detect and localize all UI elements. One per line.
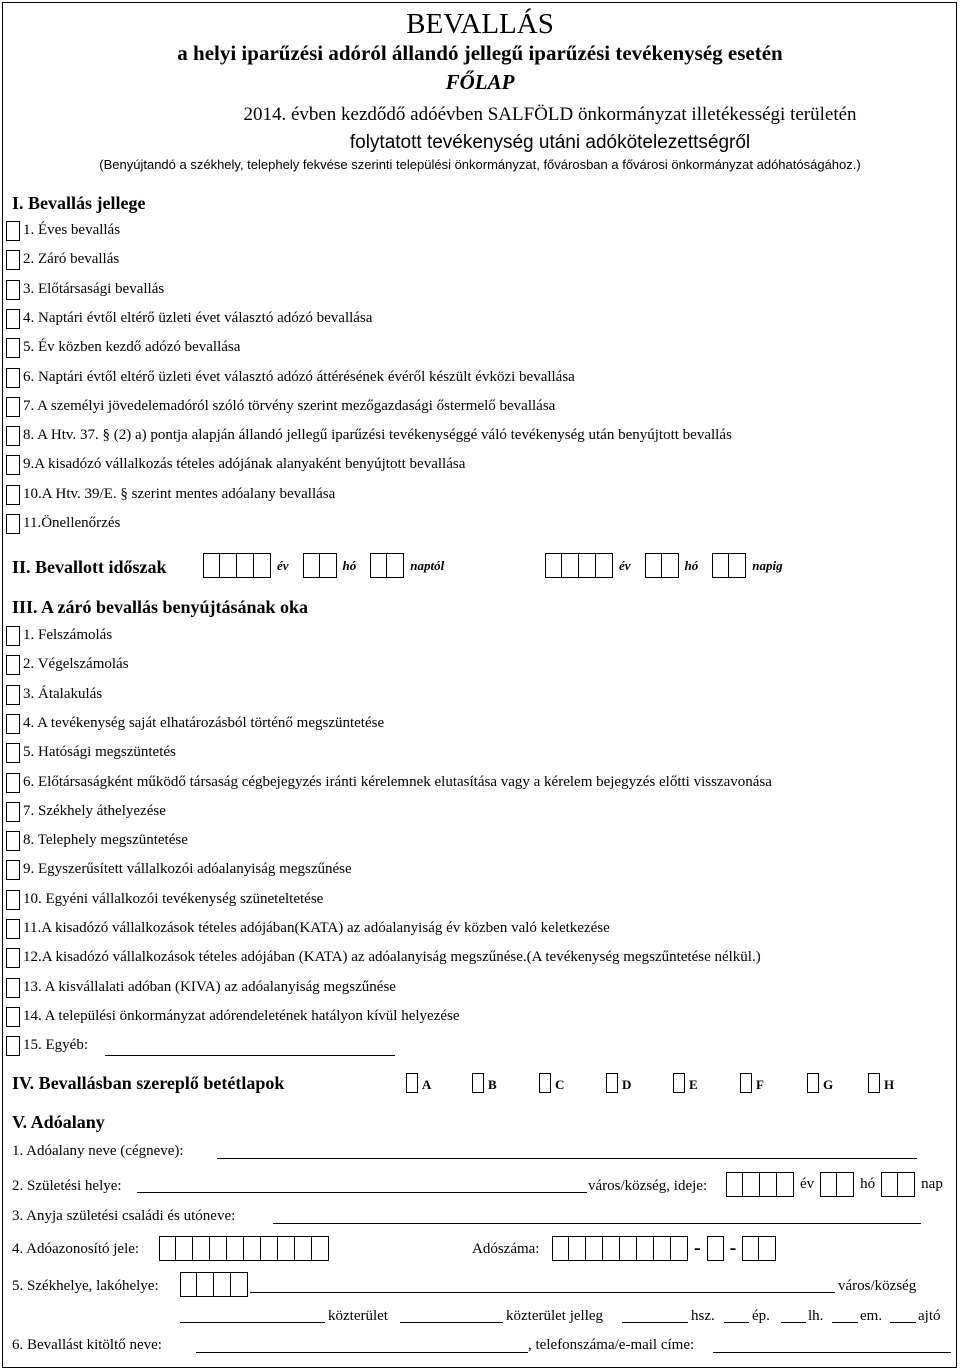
house-number-label: hsz. <box>691 1308 715 1324</box>
period-to <box>545 553 783 578</box>
staircase-field[interactable] <box>781 1308 806 1323</box>
period-from-month-label: hó <box>342 557 357 573</box>
sheet-label-0: A <box>422 1077 432 1092</box>
section-3-checkbox-14[interactable] <box>6 1007 20 1027</box>
section-3-checkbox-10[interactable] <box>6 890 20 910</box>
section-4-title: IV. Bevallásban szereplő betétlapok <box>12 1073 285 1093</box>
sheet-checkbox-2[interactable] <box>539 1073 551 1093</box>
birth-year-boxes[interactable] <box>726 1172 794 1197</box>
street-field[interactable] <box>180 1308 325 1323</box>
section-1-item-9: 9.A kisadózó vállalkozás tételes adójának alanyaként benyújtott bevallása <box>23 456 466 473</box>
taxpayer-name-field[interactable] <box>217 1144 917 1159</box>
mother-name-label: 3. Anyja születési családi és utóneve: <box>12 1208 236 1224</box>
section-3-checkbox-9[interactable] <box>6 860 20 880</box>
section-3-item-1: 1. Felszámolás <box>23 627 113 643</box>
form-title: BEVALLÁS <box>406 8 554 40</box>
period-to-day-boxes[interactable] <box>712 553 746 578</box>
section-1-item-4: 4. Naptári évtől eltérő üzleti évet választó adózó bevallása <box>23 309 373 326</box>
section-3-item-2: 2. Végelszámolás <box>23 656 129 673</box>
period-from <box>203 553 444 578</box>
sheet-checkbox-7[interactable] <box>868 1073 880 1093</box>
section-3-item-7: 7. Székhely áthelyezése <box>23 802 166 819</box>
section-3-item-8: 8. Telephely megszüntetése <box>23 832 188 849</box>
section-1-title: I. Bevallás jellege <box>12 193 146 213</box>
section-1-checkbox-8[interactable] <box>6 426 20 446</box>
period-from-year-boxes[interactable] <box>203 553 271 578</box>
period-to-year-label: év <box>619 557 631 573</box>
section-3-item-10: 10. Egyéni vállalkozói tevékenység szüneteltetése <box>23 890 324 907</box>
header-line-2: folytatott tevékenység utáni adókötelezettségről <box>349 132 751 153</box>
section-1-item-8: 8. A Htv. 37. § (2) a) pontja alapján állandó jellegű iparűzési tevékenységgé váló tevékenység után benyújtott bevallás <box>23 427 732 444</box>
section-1-checkbox-6[interactable] <box>6 368 20 388</box>
birth-month-boxes[interactable] <box>820 1172 854 1197</box>
sheet-checkbox-5[interactable] <box>740 1073 752 1093</box>
period-from-day-boxes[interactable] <box>370 553 404 578</box>
sheet-checkbox-3[interactable] <box>606 1073 618 1093</box>
tax-number-part3-boxes[interactable] <box>742 1236 776 1261</box>
postal-code-boxes[interactable] <box>180 1272 248 1297</box>
tax-number-label: Adószáma: <box>472 1241 540 1257</box>
section-1-checkbox-9[interactable] <box>6 455 20 475</box>
sheet-label-7: H <box>884 1077 895 1092</box>
sheet-checkbox-0[interactable] <box>406 1073 418 1093</box>
street-type-field[interactable] <box>400 1308 503 1323</box>
tax-number <box>552 1236 776 1261</box>
sheet-checkbox-6[interactable] <box>807 1073 819 1093</box>
section-1-item-10: 10.A Htv. 39/E. § szerint mentes adóalany bevallása <box>23 485 336 502</box>
birth-date <box>726 1172 943 1197</box>
birth-month-label: hó <box>860 1176 876 1192</box>
section-3-checkbox-13[interactable] <box>6 978 20 998</box>
section-3-checkbox-5[interactable] <box>6 743 20 763</box>
section-3-checkbox-7[interactable] <box>6 802 20 822</box>
section-3-item-4: 4. A tevékenység saját elhatározásból történő megszüntetése <box>23 714 385 731</box>
section-3-item-3: 3. Átalakulás <box>23 685 103 702</box>
section-3-item-14: 14. A települési önkormányzat adórendeletének hatályon kívül helyezése <box>23 1007 460 1024</box>
other-reason-line[interactable] <box>105 1041 395 1056</box>
period-from-year-label: év <box>277 557 289 573</box>
street-label: közterület <box>328 1308 388 1324</box>
street-type-label: közterület jelleg <box>506 1308 604 1324</box>
section-1-checkbox-7[interactable] <box>6 397 20 417</box>
section-1-checkbox-1[interactable] <box>6 221 20 241</box>
door-label: ajtó <box>918 1308 941 1324</box>
section-1-item-5: 5. Év közben kezdő adózó bevallása <box>23 339 241 356</box>
section-1-item-3: 3. Előtársasági bevallás <box>23 280 165 297</box>
section-1-item-2: 2. Záró bevallás <box>23 251 120 268</box>
birth-place-label: 2. Születési helye: <box>12 1178 122 1194</box>
section-3-item-15: 15. Egyéb: <box>23 1037 88 1054</box>
section-1-item-6: 6. Naptári évtől eltérő üzleti évet választó adózó áttérésének évéről készült évközi bevallása <box>23 368 575 385</box>
birth-day-label: nap <box>921 1176 943 1192</box>
section-1-checkbox-10[interactable] <box>6 485 20 505</box>
period-to-month-label: hó <box>684 557 699 573</box>
tax-number-dash-1: - <box>694 1237 701 1259</box>
section-3-checkbox-8[interactable] <box>6 831 20 851</box>
sheet-label-6: G <box>823 1077 834 1092</box>
section-3-item-6: 6. Előtársaságként működő társaság cégbejegyzés iránti kérelemnek elutasítása vagy a kérelem bejegyzés előtti visszavonása <box>23 773 772 790</box>
sheet-label-3: D <box>622 1077 632 1092</box>
section-3-title: III. A záró bevallás benyújtásának oka <box>12 597 309 617</box>
building-field[interactable] <box>724 1308 749 1323</box>
section-3-item-5: 5. Hatósági megszüntetés <box>23 744 176 761</box>
section-3-checkbox-11[interactable] <box>6 919 20 939</box>
sheet-label: FŐLAP <box>445 70 515 94</box>
sheet-checkbox-4[interactable] <box>673 1073 685 1093</box>
building-label: ép. <box>752 1308 770 1324</box>
section-3-checkbox-4[interactable] <box>6 714 20 734</box>
section-3-item-11: 11.A kisadózó vállalkozások tételes adójában(KATA) az adóalanyiság év közben való keletkezése <box>23 920 610 936</box>
birth-place-field[interactable] <box>137 1178 587 1193</box>
header-note: (Benyújtandó a székhely, telephely fekvése szerinti települési önkormányzat, fővárosban a fővárosi önkormányzat adóhatóságához.) <box>99 157 861 172</box>
sheet-label-2: C <box>555 1077 565 1092</box>
tax-id-boxes[interactable] <box>159 1236 329 1261</box>
house-number-field[interactable] <box>622 1308 688 1323</box>
seat-city-field[interactable] <box>250 1278 835 1293</box>
floor-field[interactable] <box>832 1308 858 1323</box>
filler-phone-field[interactable] <box>713 1338 951 1353</box>
tax-id-label: 4. Adóazonosító jele: <box>12 1241 140 1257</box>
tax-number-part1-boxes[interactable] <box>552 1236 688 1261</box>
section-5-title: V. Adóalany <box>12 1112 105 1132</box>
section-3-checkbox-3[interactable] <box>6 685 20 705</box>
staircase-label: lh. <box>808 1308 824 1324</box>
filler-name-field[interactable] <box>196 1338 528 1353</box>
section-1-item-7: 7. A személyi jövedelemadóról szóló törvény szerint mezőgazdasági őstermelő bevallása <box>23 397 556 414</box>
section-1-checkbox-11[interactable] <box>6 514 20 534</box>
section-3-checkbox-15[interactable] <box>6 1036 20 1056</box>
seat-label: 5. Székhelye, lakóhelye: <box>12 1278 159 1294</box>
section-1-item-11: 11.Önellenőrzés <box>23 515 121 531</box>
birth-year-label: év <box>800 1176 815 1192</box>
period-from-label: naptól <box>410 557 445 573</box>
seat-city-suffix: város/község <box>838 1278 917 1294</box>
section-3-checkbox-6[interactable] <box>6 773 20 793</box>
tax-number-dash-2: - <box>729 1237 737 1259</box>
mother-name-field[interactable] <box>273 1209 921 1224</box>
filler-name-label: 6. Bevallást kitöltő neve: <box>12 1337 162 1353</box>
tax-number-part2-boxes[interactable] <box>707 1236 724 1261</box>
section-3-item-12: 12.A kisadózó vállalkozások tételes adójában (KATA) az adóalanyiság megszűnése.(A tevékenység megszűntetése nélkül.) <box>23 949 761 966</box>
header-line-1: 2014. évben kezdődő adóévben SALFÖLD önkormányzat illetékességi területén <box>243 104 857 125</box>
period-to-label: napig <box>752 557 783 573</box>
sheet-label-1: B <box>488 1077 497 1092</box>
floor-label: em. <box>860 1308 883 1324</box>
section-1-checkbox-2[interactable] <box>6 250 20 270</box>
period-to-month-boxes[interactable] <box>645 553 679 578</box>
sheet-checkbox-1[interactable] <box>472 1073 484 1093</box>
section-1-item-1: 1. Éves bevallás <box>23 222 121 238</box>
section-3-checkbox-1[interactable] <box>6 626 20 646</box>
section-1-checkbox-4[interactable] <box>6 309 20 329</box>
filler-phone-label: , telefonszáma/e-mail címe: <box>528 1337 695 1353</box>
sheet-label-5: F <box>756 1077 764 1092</box>
taxpayer-name-label: 1. Adóalany neve (cégneve): <box>12 1143 184 1159</box>
section-1-checkbox-3[interactable] <box>6 280 20 300</box>
section-1-checkbox-5[interactable] <box>6 338 20 358</box>
form-subtitle: a helyi iparűzési adóról állandó jellegű iparűzési tevékenység esetén <box>177 41 783 65</box>
section-3-checkbox-12[interactable] <box>6 948 20 968</box>
section-3-item-13: 13. A kisvállalati adóban (KIVA) az adóalanyiság megszűnése <box>23 978 396 995</box>
period-to-year-boxes[interactable] <box>545 553 613 578</box>
birth-date-label: város/község, ideje: <box>588 1178 708 1194</box>
section-2-title: II. Bevallott időszak <box>12 557 167 577</box>
door-field[interactable] <box>890 1308 916 1323</box>
birth-day-boxes[interactable] <box>881 1172 915 1197</box>
period-from-month-boxes[interactable] <box>303 553 337 578</box>
section-3-item-9: 9. Egyszerűsített vállalkozói adóalanyiság megszűnése <box>23 861 352 878</box>
section-3-checkbox-2[interactable] <box>6 655 20 675</box>
sheet-label-4: E <box>689 1077 698 1092</box>
